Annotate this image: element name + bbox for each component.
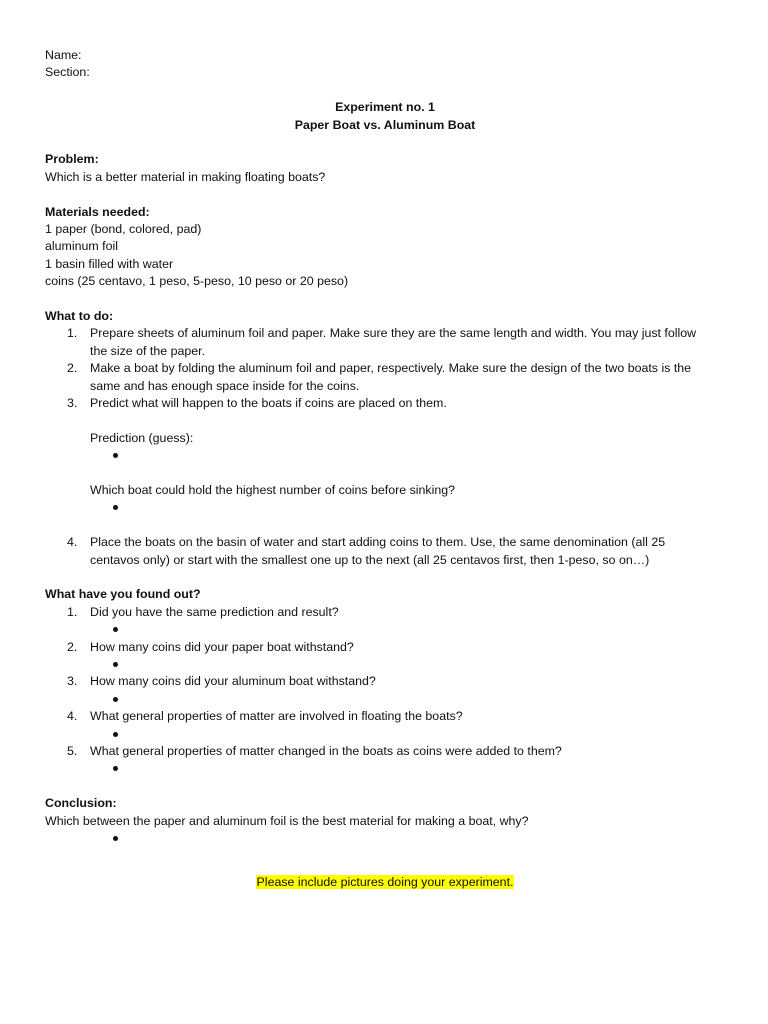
question-label: Which boat could hold the highest number of coins before sinking? [90, 483, 456, 498]
question-number: 3. [67, 674, 78, 689]
procedure-step-4 [45, 534, 725, 569]
step-text: Predict what will happen to the boats if coins are placed on them. [90, 396, 447, 411]
answer-bullet [45, 499, 725, 516]
conclusion-heading: Conclusion: [45, 796, 117, 811]
procedure-step-1 [45, 325, 725, 360]
materials-heading: Materials needed: [45, 204, 150, 219]
step-number: 2. [67, 361, 78, 376]
step-text: Place the boats on the basin of water and start adding coins to them. Use, the same denomination (all 25 [90, 535, 666, 550]
experiment-number: Experiment no. 1 [335, 100, 435, 115]
answer-bullet [45, 830, 725, 847]
experiment-title: Paper Boat vs. Aluminum Boat [294, 117, 476, 132]
highlighted-note: Please include pictures doing your experiment. [256, 874, 514, 889]
question-number: 4. [67, 709, 78, 724]
question-text: What general properties of matter are involved in floating the boats? [90, 709, 463, 724]
name-label: Name: [45, 48, 82, 62]
problem-text: Which is a better material in making floating boats? [45, 169, 326, 184]
found-out-question [45, 673, 725, 690]
what-to-do-heading: What to do: [45, 309, 114, 324]
note-line [45, 874, 725, 891]
found-out-heading: What have you found out? [45, 587, 201, 602]
step-number: 4. [67, 535, 78, 550]
conclusion-text: Which between the paper and aluminum foil is the best material for making a boat, why? [45, 813, 529, 828]
answer-bullet [45, 656, 725, 673]
step-text: the size of the paper. [90, 343, 206, 358]
material-item: 1 basin filled with water [45, 256, 174, 271]
question-text: How many coins did your paper boat withstand? [90, 639, 354, 654]
material-item: aluminum foil [45, 239, 118, 254]
question-text: How many coins did your aluminum boat withstand? [90, 674, 376, 689]
procedure-step-3 [45, 395, 725, 412]
step-text: Prepare sheets of aluminum foil and paper. Make sure they are the same length and width. You may just follow [90, 326, 697, 341]
answer-bullet [45, 621, 725, 638]
found-out-question [45, 708, 725, 725]
step-text: same and has enough space inside for the coins. [90, 378, 360, 393]
question-number: 5. [67, 744, 78, 759]
step-text: centavos only) or start with the smallest one up to the next (all 25 centavos first, then 1-peso, so on…) [90, 552, 650, 567]
question-text: What general properties of matter changed in the boats as coins were added to them? [90, 744, 562, 759]
step-number: 3. [67, 396, 78, 411]
material-item: 1 paper (bond, colored, pad) [45, 222, 202, 237]
step-text: Make a boat by folding the aluminum foil and paper, respectively. Make sure the design of the two boats is the [90, 361, 692, 376]
prediction-label: Prediction (guess): [90, 430, 194, 445]
question-text: Did you have the same prediction and result? [90, 604, 339, 619]
answer-bullet [45, 447, 725, 464]
procedure-step-2 [45, 360, 725, 395]
material-item: coins (25 centavo, 1 peso, 5-peso, 10 peso or 20 peso) [45, 274, 349, 289]
question-number: 2. [67, 639, 78, 654]
answer-bullet [45, 726, 725, 743]
step-number: 1. [67, 326, 78, 341]
document-page [45, 47, 725, 891]
answer-bullet [45, 691, 725, 708]
question-number: 1. [67, 604, 78, 619]
found-out-question [45, 743, 725, 760]
problem-heading: Problem: [45, 152, 99, 167]
section-label: Section: [45, 65, 90, 80]
found-out-question [45, 639, 725, 656]
found-out-question [45, 604, 725, 621]
answer-bullet [45, 760, 725, 777]
